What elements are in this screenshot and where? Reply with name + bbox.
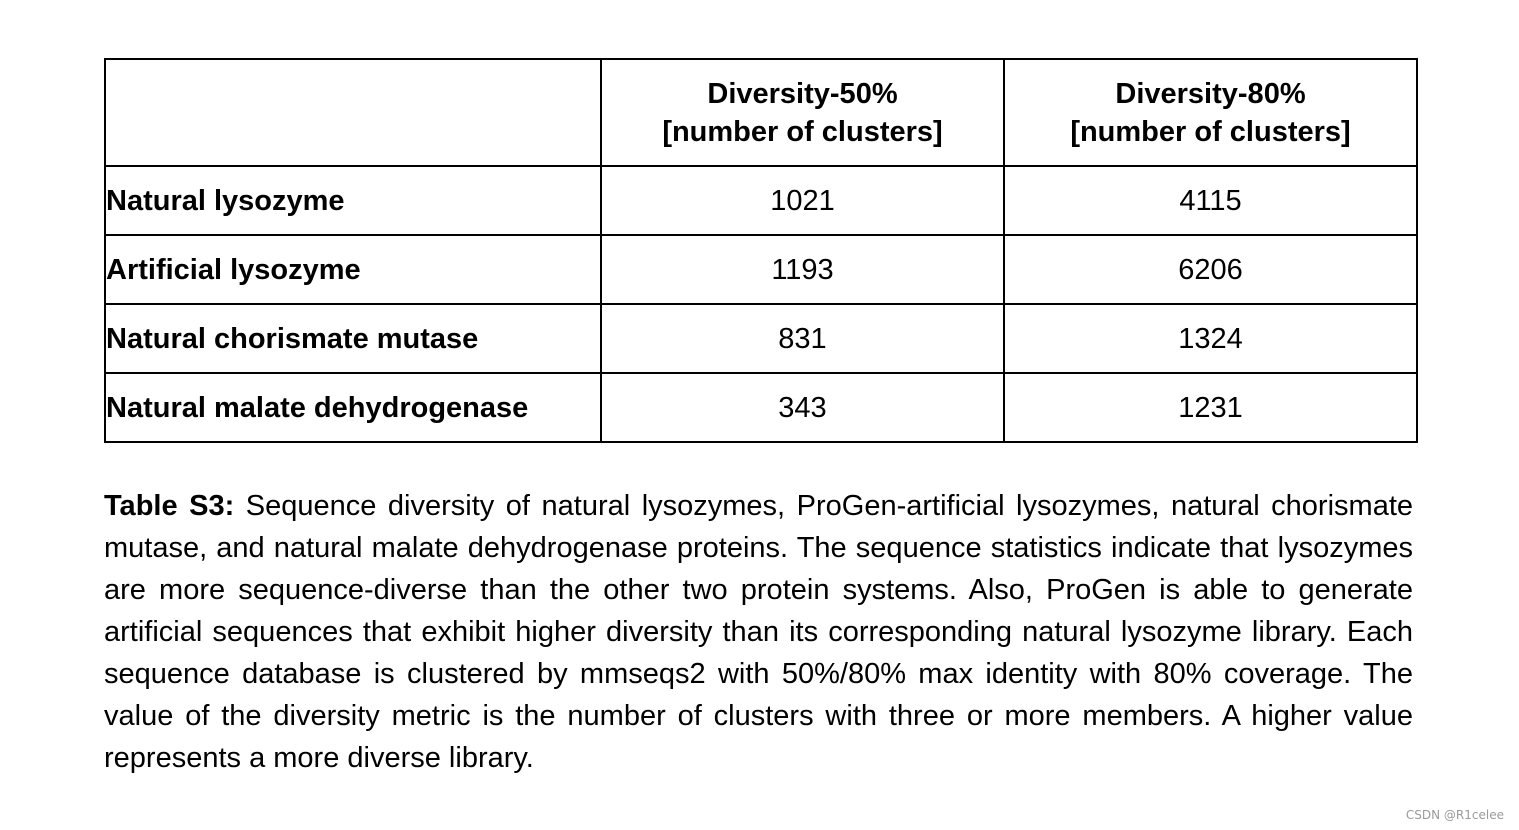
column-header-title: Diversity-80% bbox=[1115, 77, 1306, 110]
table-container bbox=[104, 58, 1418, 443]
column-header-unit: [number of clusters] bbox=[662, 115, 943, 148]
watermark: CSDN @R1celee bbox=[1405, 808, 1504, 822]
row-label: Natural malate dehydrogenase bbox=[105, 373, 601, 442]
table-cell: 343 bbox=[601, 373, 1004, 442]
diversity-table bbox=[104, 58, 1418, 443]
caption-label: Table S3: bbox=[104, 490, 235, 522]
row-label: Natural lysozyme bbox=[105, 166, 601, 235]
table-cell: 1193 bbox=[601, 235, 1004, 304]
table-cell: 6206 bbox=[1004, 235, 1417, 304]
table-row bbox=[105, 235, 1417, 304]
column-header-title: Diversity-50% bbox=[707, 77, 898, 110]
table-cell: 831 bbox=[601, 304, 1004, 373]
header-empty-cell bbox=[105, 59, 601, 166]
row-label: Natural chorismate mutase bbox=[105, 304, 601, 373]
column-header-diversity-80 bbox=[1004, 59, 1417, 166]
table-cell: 1021 bbox=[601, 166, 1004, 235]
table-header-row bbox=[105, 59, 1417, 166]
table-row bbox=[105, 373, 1417, 442]
row-label: Artificial lysozyme bbox=[105, 235, 601, 304]
table-caption bbox=[104, 485, 1413, 779]
caption-text: Sequence diversity of natural lysozymes, ProGen-artificial lysozymes, natural chorismate mutase, and natural malate dehydrogenase proteins. The sequence statistics indicate that lysozymes are more sequence-diverse than the other two protein systems. Also, ProGen is able to generate artificial sequences that exhibit higher diversity than its corresponding natural lysozyme library. Each sequence database is clustered by mmseqs2 with 50%/80% max identity with 80% coverage. The value of the diversity metric is the number of clusters with three or more members. A higher value represents a more diverse library. bbox=[104, 490, 1414, 774]
table-cell: 1231 bbox=[1004, 373, 1417, 442]
table-cell: 1324 bbox=[1004, 304, 1417, 373]
column-header-unit: [number of clusters] bbox=[1070, 115, 1351, 148]
table-row bbox=[105, 304, 1417, 373]
table-cell: 4115 bbox=[1004, 166, 1417, 235]
column-header-diversity-50 bbox=[601, 59, 1004, 166]
table-row bbox=[105, 166, 1417, 235]
